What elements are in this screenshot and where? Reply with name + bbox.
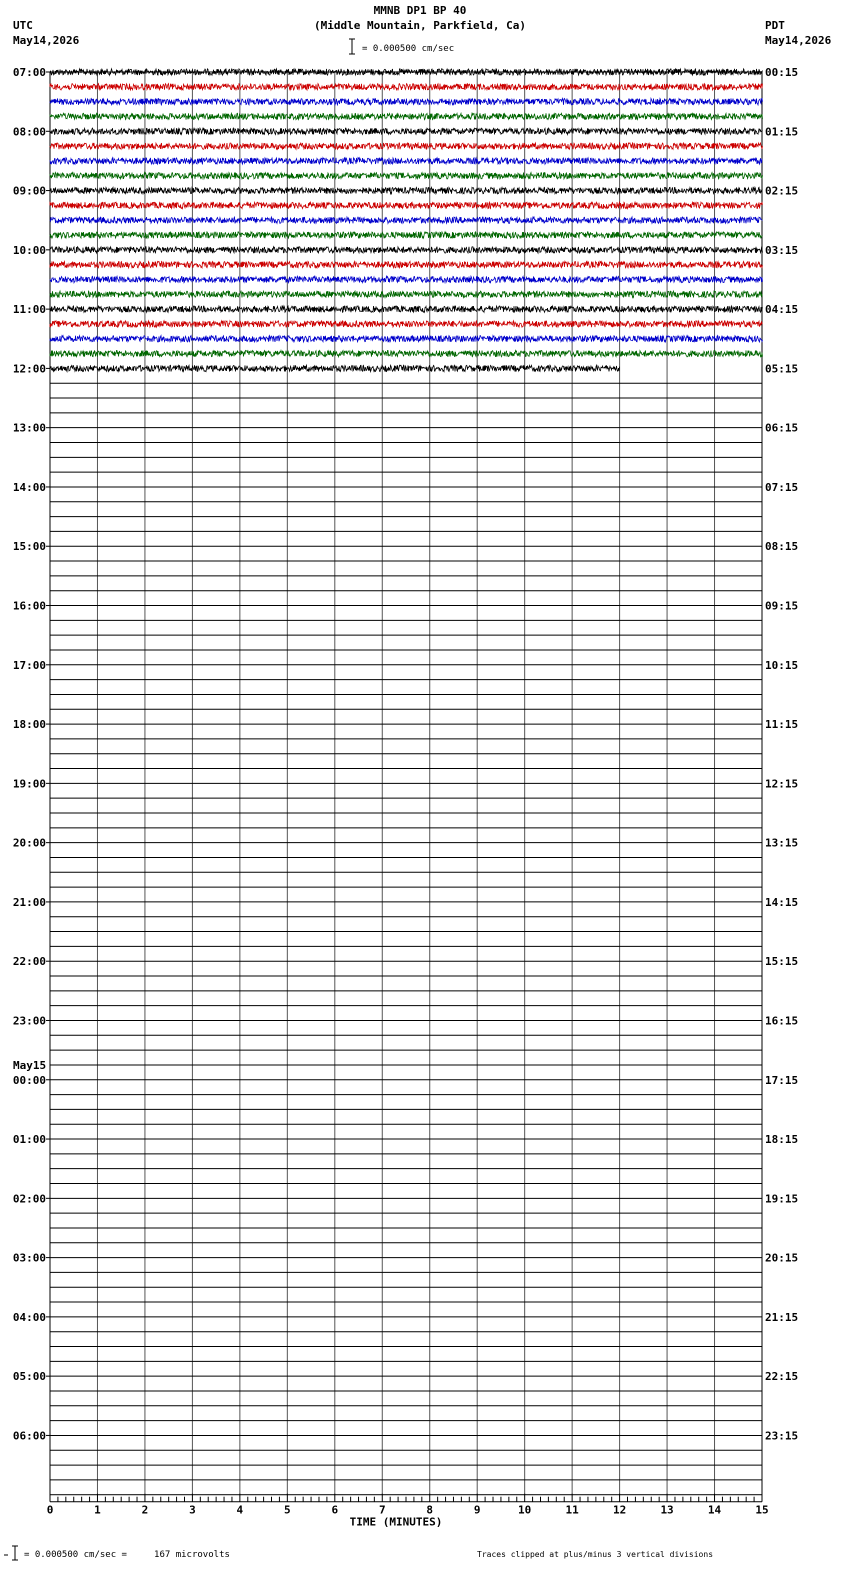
trace-row-9	[50, 202, 763, 208]
utc-hour-label: 04:00	[12, 1310, 46, 1324]
x-tick-label: 11	[565, 1503, 579, 1517]
utc-hour-label: 16:00	[12, 599, 46, 613]
x-tick-label: 12	[612, 1503, 627, 1517]
utc-hour-label: 10:00	[12, 243, 46, 257]
date-change-label: May15	[13, 1058, 47, 1072]
station-location: (Middle Mountain, Parkfield, Ca)	[314, 19, 526, 32]
pdt-hour-label: 03:15	[765, 243, 799, 257]
pdt-hour-label: 10:15	[765, 658, 799, 672]
pdt-hour-label: 13:15	[765, 836, 799, 850]
utc-hour-label: 18:00	[12, 718, 46, 732]
pdt-hour-label: 12:15	[765, 777, 799, 791]
scale-text: = 0.000500 cm/sec	[362, 44, 455, 54]
trace-row-16	[50, 306, 763, 312]
pdt-hour-label: 18:15	[765, 1133, 799, 1147]
utc-hour-label: 07:00	[12, 66, 46, 79]
trace-row-13	[50, 261, 763, 267]
pdt-hour-label: 19:15	[765, 1192, 799, 1206]
trace-row-12	[50, 247, 763, 253]
pdt-hour-label: 23:15	[765, 1429, 799, 1443]
right-timezone: PDT	[765, 19, 785, 32]
pdt-hour-label: 01:15	[765, 125, 799, 139]
trace-row-17	[50, 321, 763, 327]
utc-hour-label: 17:00	[12, 658, 46, 672]
trace-row-19	[50, 350, 763, 356]
utc-hour-label: 21:00	[12, 895, 46, 909]
utc-hour-label: 09:00	[12, 184, 46, 198]
pdt-hour-label: 16:15	[765, 1014, 799, 1028]
utc-hour-label: 19:00	[12, 777, 46, 791]
x-tick-label: 9	[473, 1503, 481, 1517]
utc-hour-label: 14:00	[12, 480, 46, 494]
pdt-hour-label: 05:15	[765, 362, 799, 376]
pdt-hour-label: 04:15	[765, 303, 799, 317]
trace-row-6	[50, 158, 763, 164]
pdt-hour-label: 02:15	[765, 184, 799, 198]
pdt-hour-label: 20:15	[765, 1251, 799, 1265]
utc-hour-label: 22:00	[12, 955, 46, 969]
x-tick-label: 13	[660, 1503, 674, 1517]
utc-hour-label: 12:00	[12, 362, 46, 376]
utc-hour-label: 02:00	[12, 1192, 46, 1206]
trace-row-5	[50, 143, 763, 149]
utc-hour-label: 01:00	[12, 1133, 46, 1147]
pdt-hour-label: 08:15	[765, 540, 799, 554]
trace-row-11	[50, 232, 763, 238]
x-tick-label: 8	[426, 1503, 434, 1517]
trace-row-7	[50, 173, 763, 179]
trace-row-14	[50, 276, 763, 282]
x-tick-label: 15	[755, 1503, 769, 1517]
pdt-hour-label: 15:15	[765, 955, 799, 969]
utc-hour-label: 00:00	[12, 1073, 46, 1087]
utc-hour-label: 15:00	[12, 540, 46, 554]
x-tick-label: 3	[189, 1503, 196, 1517]
x-tick-label: 14	[707, 1503, 722, 1517]
x-tick-label: 7	[378, 1503, 386, 1517]
trace-row-15	[50, 291, 763, 297]
right-date: May14,2026	[765, 34, 832, 47]
trace-row-10	[50, 217, 763, 223]
utc-hour-label: 05:00	[12, 1370, 46, 1384]
pdt-hour-label: 06:15	[765, 421, 799, 435]
trace-row-3	[50, 113, 763, 119]
x-tick-label: 5	[284, 1503, 291, 1517]
x-tick-label: 2	[141, 1503, 149, 1517]
pdt-hour-label: 09:15	[765, 599, 799, 613]
utc-hour-label: 13:00	[12, 421, 46, 435]
pdt-hour-label: 21:15	[765, 1310, 799, 1324]
trace-row-18	[50, 336, 763, 342]
left-date: May14,2026	[13, 34, 80, 47]
utc-hour-label: 11:00	[12, 303, 46, 317]
pdt-hour-label: 07:15	[765, 480, 799, 494]
x-tick-label: 4	[236, 1503, 244, 1517]
trace-row-4	[50, 128, 763, 134]
trace-row-1	[50, 84, 763, 90]
trace-row-2	[50, 98, 763, 104]
utc-hour-label: 06:00	[12, 1429, 46, 1443]
pdt-hour-label: 22:15	[765, 1370, 799, 1384]
pdt-hour-label: 11:15	[765, 718, 799, 732]
x-tick-label: 10	[518, 1503, 532, 1517]
left-timezone: UTC	[13, 19, 33, 32]
utc-hour-label: 03:00	[12, 1251, 46, 1265]
footer-clip-note: Traces clipped at plus/minus 3 vertical divisions	[477, 1550, 714, 1559]
utc-hour-label: 20:00	[12, 836, 46, 850]
pdt-hour-label: 14:15	[765, 895, 799, 909]
station-title: MMNB DP1 BP 40	[373, 4, 467, 17]
pdt-hour-label: 00:15	[765, 66, 799, 79]
utc-hour-label: 23:00	[12, 1014, 46, 1028]
x-tick-label: 0	[46, 1503, 54, 1517]
footer-scale-note: = 0.000500 cm/sec = 167 microvolts	[24, 1550, 230, 1560]
x-tick-label: 1	[94, 1503, 101, 1517]
pdt-hour-label: 17:15	[765, 1073, 799, 1087]
x-axis-label: TIME (MINUTES)	[349, 1515, 443, 1529]
trace-row-8	[50, 187, 763, 193]
utc-hour-label: 08:00	[12, 125, 46, 139]
x-tick-label: 6	[331, 1503, 339, 1517]
